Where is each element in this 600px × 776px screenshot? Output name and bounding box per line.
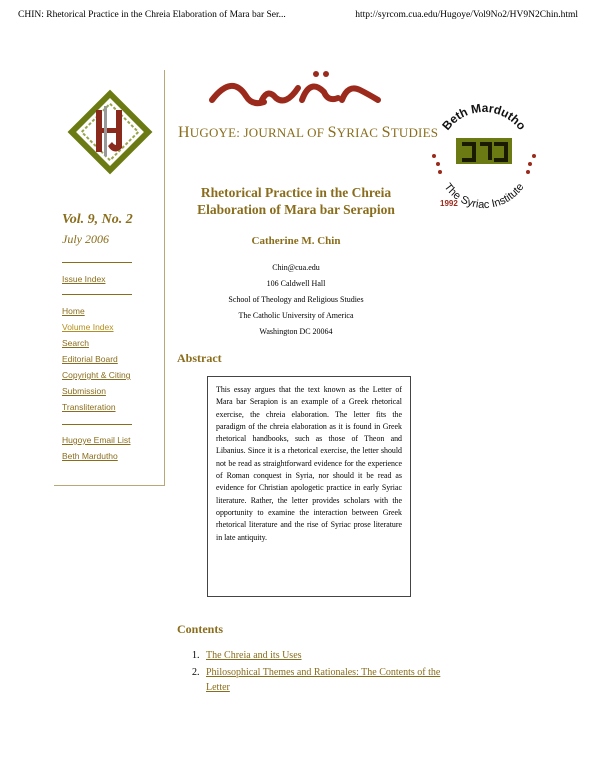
submission-link[interactable]: Submission [62,386,106,396]
beth-mardutho-link[interactable]: Beth Mardutho [62,451,118,461]
home-link[interactable]: Home [62,306,85,316]
address-line: 106 Caldwell Hall [266,279,326,288]
page-url-header: http://syrcom.cua.edu/Hugoye/Vol9No2/HV9N2Chin.html [355,10,578,20]
contents-heading: Contents [177,622,224,636]
issue-date: July 2006 [62,232,109,246]
seal-bottom-text: The Syriac Institute [441,181,527,212]
syriac-script-logo-icon [208,70,384,114]
search-link[interactable]: Search [62,338,89,348]
toc-number: 1. [192,650,200,661]
hugoye-email-list-link[interactable]: Hugoye Email List [62,435,131,445]
divider [62,424,132,425]
address-line: School of Theology and Religious Studies [228,295,364,304]
hj-diamond-logo-icon [66,88,154,176]
editorial-board-link[interactable]: Editorial Board [62,354,118,364]
address-line: Washington DC 20064 [259,327,333,336]
volume-number: Vol. 9, No. 2 [62,212,133,227]
transliteration-link[interactable]: Transliteration [62,402,116,412]
divider [62,262,132,263]
divider [62,294,132,295]
copyright-citing-link[interactable]: Copyright & Citing [62,370,131,380]
sidebar [54,70,165,486]
toc-link-philosophical-themes[interactable]: Philosophical Themes and Rationales: The Contents of the Letter [206,667,441,693]
author-name: Catherine M. Chin [251,235,341,247]
toc-number: 2. [192,667,200,678]
seal-top-text: Beth Mardutho [439,100,529,133]
volume-index-link[interactable]: Volume Index [62,322,114,332]
article-title: Rhetorical Practice in the Chreia Elaboration of Mara bar Serapion [197,185,395,217]
toc-link-chreia[interactable]: The Chreia and its Uses [206,650,302,661]
author-email: Chin@cua.edu [272,263,320,272]
address-line: The Catholic University of America [238,311,354,320]
issue-index-link[interactable]: Issue Index [62,274,106,284]
journal-title: HUGOYE: JOURNAL OF SYRIAC STUDIES [178,124,439,141]
abstract-heading: Abstract [177,351,222,365]
seal-year: 1992 [440,199,458,208]
abstract-text: This essay argues that the text known as the Letter of Mara bar Serapion is an example of a Greek rhetorical exercise, the chreia elaboration. The letter fits the paradigm of the chreia elaboration as it is found in Greek rhetorical handbooks, such as those of Theon and Libanius. Since it is a rhetorical exercise, the letter should not be read as straightforward evidence for the experience of Roman conquest in Syria, nor should it be read as evidence for Christian apologetic practice in early Syriac literature. Rather, the letter provides scholars with the opportunity to examine the interaction between Greek rhetorical literature and the rise of Syriac prose literature in late antiquity. [207,376,411,597]
beth-mardutho-seal-icon [426,98,542,214]
page-title-header: CHIN: Rhetorical Practice in the Chreia Elaboration of Mara bar Ser... [18,10,286,20]
svg-text:Beth Mardutho [439,101,529,133]
